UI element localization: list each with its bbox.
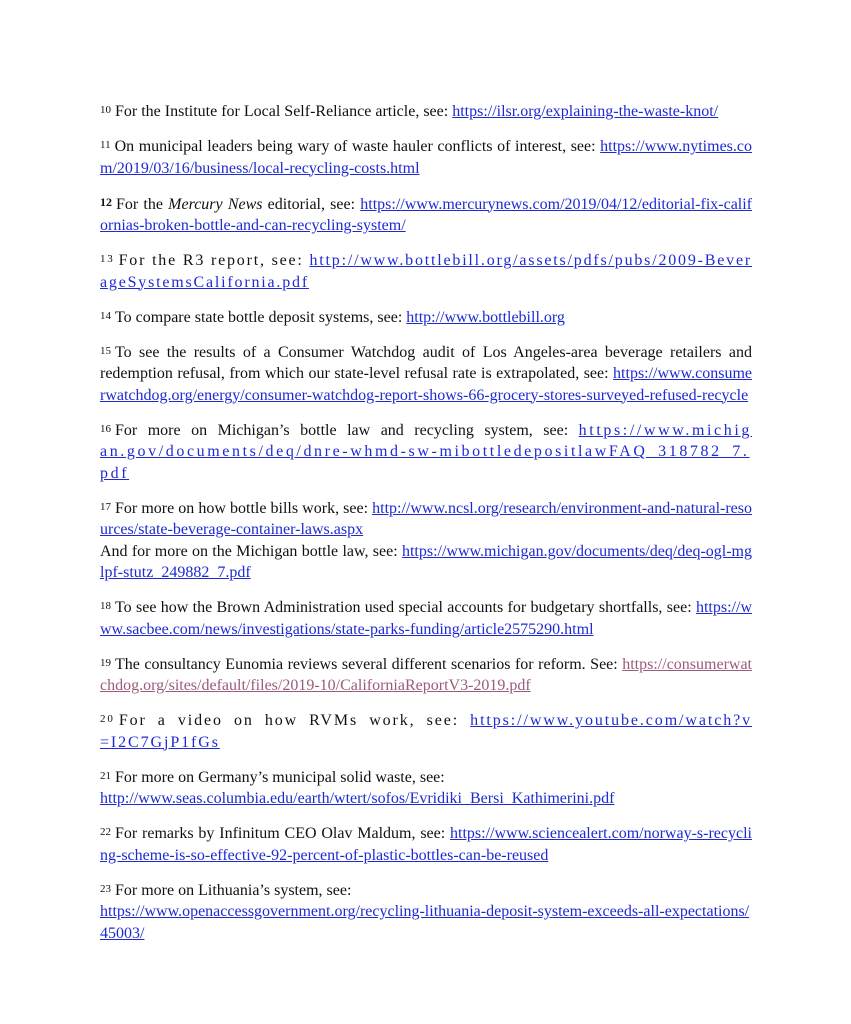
endnote-12 (100, 192, 752, 237)
endnote-11 (100, 135, 752, 179)
endnote-text: editorial, see: (262, 195, 361, 213)
endnote-21 (100, 766, 752, 810)
endnote-number: 16 (100, 422, 111, 435)
endnote-link[interactable]: http://www.bottlebill.org/assets/pdfs/pubs/2009-BeverageSystemsCalifornia.pdf (100, 252, 752, 291)
endnote-16 (100, 419, 752, 485)
endnote-23 (100, 879, 752, 945)
endnote-22 (100, 822, 752, 866)
endnote-text: For more on Germany’s municipal solid waste, see: (115, 768, 445, 786)
endnote-number: 11 (100, 139, 111, 151)
endnote-number: 12 (100, 194, 112, 209)
endnote-text: To see the results of a Consumer Watchdog audit of Los Angeles-area beverage retailers and redemption refusal, from which our state-level refusal rate is extrapolated, see: (100, 343, 752, 382)
endnote-number: 10 (100, 104, 111, 116)
endnote-19 (100, 653, 752, 697)
endnote-link[interactable]: https://www.sacbee.com/news/investigations/state-parks-funding/article2575290.html (100, 599, 752, 638)
endnote-link[interactable]: https://www.youtube.com/watch?v=I2C7GjP1fGs (100, 712, 752, 751)
endnote-link[interactable]: https://www.nytimes.com/2019/03/16/business/local-recycling-costs.html (100, 138, 752, 177)
endnote-link[interactable]: https://consumerwatchdog.org/sites/default/files/2019-10/CaliforniaReportV3-2019.pdf (100, 655, 752, 694)
endnote-18 (100, 596, 752, 640)
endnote-number: 15 (100, 344, 111, 357)
endnote-number: 20 (100, 713, 115, 725)
endnote-link[interactable]: http://www.ncsl.org/research/environment-and-natural-resources/state-beverage-container-laws.aspx (100, 499, 752, 538)
endnote-text: To compare state bottle deposit systems, see: (115, 308, 407, 326)
publication-title: Mercury News (168, 195, 263, 213)
endnote-text: For remarks by Infinitum CEO Olav Maldum, see: (115, 825, 451, 842)
endnote-text: For the (116, 195, 169, 213)
endnote-text: For the Institute for Local Self-Reliance article, see: (115, 103, 453, 120)
endnote-text: For more on Michigan’s bottle law and recycling system, see: (115, 421, 579, 439)
endnote-number: 14 (100, 309, 111, 322)
endnote-link[interactable]: https://ilsr.org/explaining-the-waste-knot/ (452, 103, 719, 120)
endnote-13 (100, 249, 752, 293)
endnote-text: The consultancy Eunomia reviews several different scenarios for reform. See: (115, 655, 623, 673)
endnote-number: 18 (100, 600, 111, 612)
endnote-link[interactable]: https://www.mercurynews.com/2019/04/12/editorial-fix-californias-broken-bottle-and-can-recycling-system/ (100, 195, 753, 234)
endnote-number: 23 (100, 882, 111, 895)
endnote-14 (100, 306, 752, 329)
endnotes-list (100, 100, 752, 957)
endnote-number: 22 (100, 826, 111, 838)
endnote-15 (100, 341, 752, 407)
endnote-17 (100, 497, 752, 584)
endnote-text: For more on Lithuania’s system, see: (115, 881, 352, 899)
endnote-number: 19 (100, 656, 111, 669)
endnote-number: 13 (100, 253, 115, 265)
endnote-link[interactable]: https://www.openaccessgovernment.org/recycling-lithuania-deposit-system-exceeds-all-expectations/45003/ (100, 903, 750, 942)
endnote-text: And for more on the Michigan bottle law, see: (100, 542, 402, 560)
endnote-text: To see how the Brown Administration used special accounts for budgetary shortfalls, see: (115, 599, 696, 616)
endnote-link[interactable]: http://www.seas.columbia.edu/earth/wtert/sofos/Evridiki_Bersi_Kathimerini.pdf (100, 790, 615, 807)
endnote-link[interactable]: https://www.michigan.gov/documents/deq/deq-ogl-mglpf-stutz_249882_7.pdf (100, 542, 752, 581)
endnote-link[interactable]: https://www.sciencealert.com/norway-s-recycling-scheme-is-so-effective-92-percent-of-plastic-bottles-can-be-reused (100, 825, 752, 864)
endnote-text: For the R3 report, see: (118, 252, 310, 269)
endnote-number: 17 (100, 500, 111, 513)
endnote-text: For more on how bottle bills work, see: (115, 499, 373, 517)
endnote-10 (100, 100, 752, 123)
endnote-link[interactable]: http://www.bottlebill.org (406, 308, 565, 326)
endnote-link[interactable]: https://www.michigan.gov/documents/deq/dnre-whmd-sw-mibottledepositlawFAQ_318782_7.pdf (100, 421, 752, 482)
endnote-link[interactable]: https://www.consumerwatchdog.org/energy/consumer-watchdog-report-shows-66-grocery-stores-surveyed-refused-recycle (100, 365, 752, 404)
endnote-text: On municipal leaders being wary of waste hauler conflicts of interest, see: (114, 138, 601, 155)
endnote-20 (100, 709, 752, 753)
endnote-text: For a video on how RVMs work, see: (118, 712, 471, 729)
endnote-number: 21 (100, 769, 111, 782)
